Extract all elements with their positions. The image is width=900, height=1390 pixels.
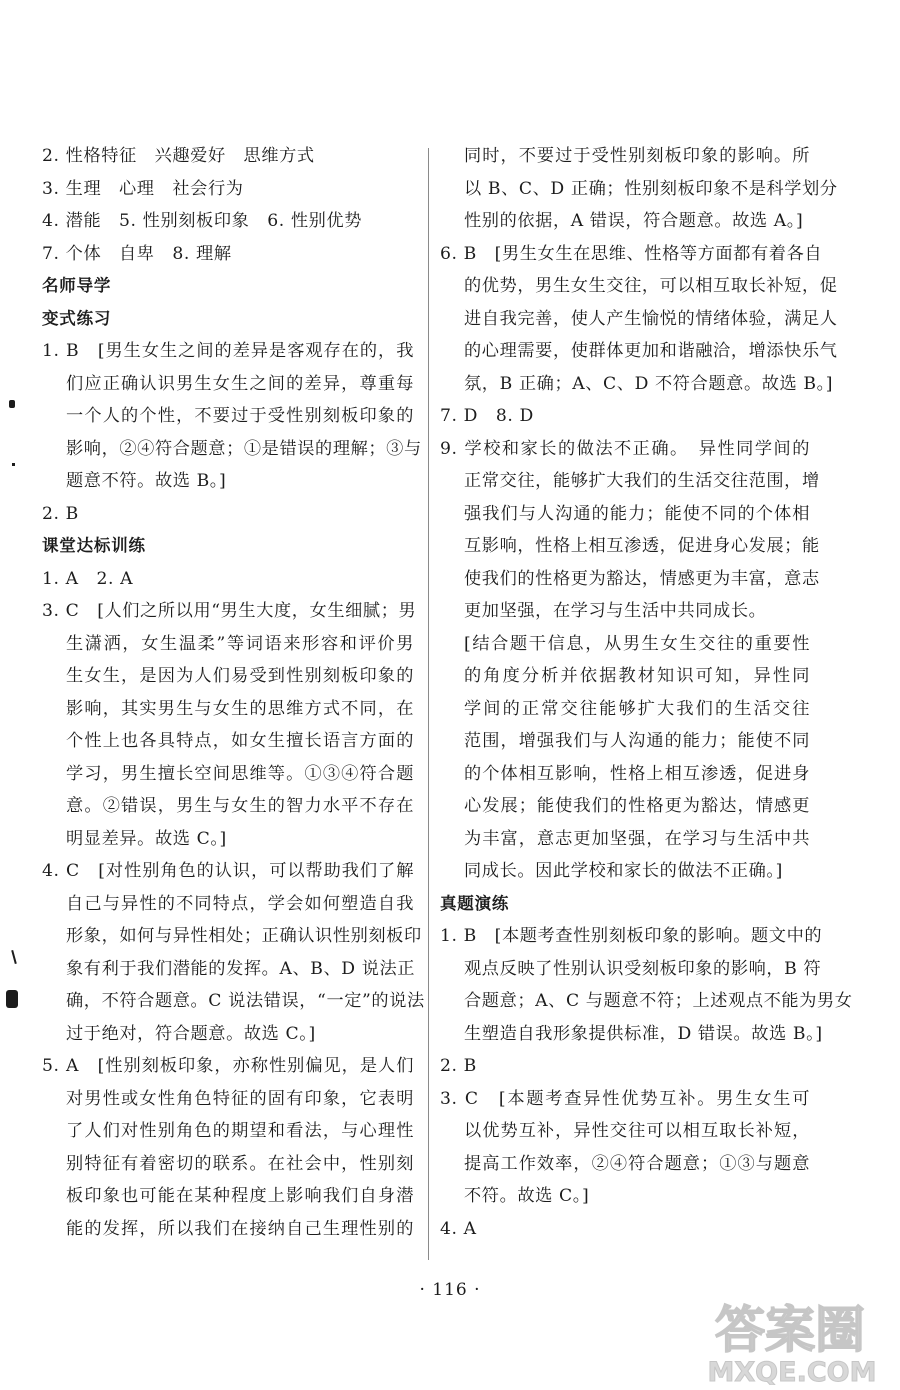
answer-line: 正常交往，能够扩大我们的生活交往范围，增 — [464, 471, 820, 491]
scan-mark — [11, 950, 17, 964]
answer-line: 9. 学校和家长的做法不正确。 异性同学间的 — [440, 438, 810, 459]
answer-line: 影响，其实男生与女生的思维方式不同，在 — [66, 698, 414, 719]
answer-line: 心发展；能使我们的性格更为豁达，情感更 — [464, 796, 810, 816]
answer-line: 观点反映了性别认识受刻板印象的影响，B 符 — [464, 958, 822, 979]
answer-line: 的心理需要，使群体更加和谐融洽，增添快乐气 — [464, 341, 838, 361]
answer-line: 3. C [人们之所以用“男生大度，女生细腻；男 — [42, 601, 417, 621]
watermark-logo — [690, 1295, 895, 1385]
answer-line: 提高工作效率，②④符合题意；①③与题意 — [464, 1153, 810, 1174]
answer-line: 以优势互补，异性交往可以相互取长补短， — [464, 1121, 810, 1141]
answer-line: 同成长。因此学校和家长的做法不正确。] — [464, 861, 783, 881]
left-column — [42, 140, 425, 1245]
answer-line: 对男性或女性角色特征的固有印象，它表明 — [66, 1088, 414, 1109]
answer-line: 形象，如何与异性相处；正确认识性别刻板印 — [66, 926, 422, 946]
answer-line: 题意不符。故选 B。] — [66, 471, 227, 491]
column-divider — [428, 148, 429, 1260]
answer-line: 2. B — [42, 503, 79, 524]
answer-line: 互影响，性格上相互渗透，促进身心发展；能 — [464, 536, 820, 556]
answer-line: 意。②错误，男生与女生的智力水平不存在 — [66, 796, 414, 816]
answer-line: 明显差异。故选 C。] — [66, 828, 227, 849]
answer-line: 板印象也可能在某种程度上影响我们自身潜 — [66, 1186, 414, 1206]
answer-line: 自己与异性的不同特点，学会如何塑造自我 — [66, 893, 414, 914]
answer-line: 氛，B 正确；A、C、D 不符合题意。故选 B。] — [464, 373, 834, 394]
page-number: · 116 · — [419, 1280, 481, 1300]
answer-line: 同时，不要过于受性别刻板印象的影响。所 — [464, 146, 810, 166]
answer-line: 过于绝对，符合题意。故选 C。] — [66, 1023, 316, 1044]
answer-line: 2. 性格特征 兴趣爱好 思维方式 — [42, 146, 315, 166]
scan-mark — [6, 990, 18, 1008]
section-heading: 名师导学 — [42, 276, 112, 295]
answer-line: 合题意；A、C 与题意不符；上述观点不能为男女 — [464, 991, 853, 1011]
answer-line: 4. C [对性别角色的认识，可以帮助我们了解 — [42, 861, 414, 881]
answer-line: 影响，②④符合题意；①是错误的理解；③与 — [66, 438, 422, 459]
answer-line: 学习，男生擅长空间思维等。①③④符合题 — [66, 763, 414, 784]
answer-line: 更加坚强，在学习与生活中共同成长。 — [464, 601, 767, 621]
watermark-title: 答案圈 — [715, 1301, 865, 1359]
answer-line: 象有利于我们潜能的发挥。A、B、D 说法正 — [66, 958, 416, 979]
answer-line: 别特征有着密切的联系。在社会中，性别刻 — [66, 1153, 414, 1174]
answer-line: 1. A 2. A — [42, 568, 134, 589]
answer-line: 学间的正常交往能够扩大我们的生活交往 — [464, 698, 810, 719]
answer-line: 生女生，是因为人们易受到性别刻板印象的 — [66, 666, 414, 686]
answer-line: 4. 潜能 5. 性别刻板印象 6. 性别优势 — [42, 211, 363, 231]
answer-line: 3. 生理 心理 社会行为 — [42, 178, 244, 199]
answer-line: 1. B [本题考查性别刻板印象的影响。题文中的 — [440, 926, 823, 946]
scan-mark — [9, 400, 15, 408]
section-heading: 真题演练 — [440, 893, 510, 913]
answer-line: 能的发挥，所以我们在接纳自己生理性别的 — [66, 1218, 414, 1239]
answer-line: 使我们的性格更为豁达，情感更为丰富，意志 — [464, 568, 820, 589]
answer-line: [结合题干信息，从男生女生交往的重要性 — [464, 633, 810, 654]
answer-line: 确，不符合题意。C 说法错误，“一定”的说法 — [66, 991, 425, 1011]
answer-line: 的个体相互影响，性格上相互渗透，促进身 — [464, 763, 810, 784]
section-heading: 课堂达标训练 — [42, 536, 146, 555]
answer-line: 的角度分析并依据教材知识可知，异性同 — [464, 666, 810, 686]
right-column — [440, 140, 853, 1245]
answer-line: 性别的依据，A 错误，符合题意。故选 A。] — [464, 211, 804, 231]
answer-line: 进自我完善，使人产生愉悦的情绪体验，满足人 — [464, 308, 838, 329]
scan-mark — [12, 463, 15, 466]
answer-line: 3. C [本题考查异性优势互补。男生女生可 — [440, 1088, 810, 1109]
answer-line: 个性上也各具特点，如女生擅长语言方面的 — [66, 731, 414, 751]
answer-line: 6. B [男生女生在思维、性格等方面都有着各自 — [440, 243, 823, 264]
section-heading: 变式练习 — [42, 308, 112, 328]
answer-line: 生潇洒，女生温柔”等词语来形容和评价男 — [66, 633, 414, 654]
answer-line: 5. A [性别刻板印象，亦称性别偏见，是人们 — [42, 1056, 414, 1076]
watermark-url: MXQE.COM — [707, 1357, 877, 1385]
answer-line: 生塑造自我形象提供标准，D 错误。故选 B。] — [464, 1023, 823, 1044]
answer-line: 1. B [男生女生之间的差异是客观存在的，我 — [42, 341, 414, 361]
answer-line: 的优势，男生女生交往，可以相互取长补短，促 — [464, 276, 838, 296]
answer-line: 4. A — [440, 1218, 477, 1239]
answer-line: 2. B — [440, 1056, 477, 1076]
answer-line: 们应正确认识男生女生之间的差异，尊重每 — [66, 373, 414, 394]
answer-line: 7. 个体 自卑 8. 理解 — [42, 243, 232, 264]
answer-line: 以 B、C、D 正确；性别刻板印象不是科学划分 — [464, 178, 838, 199]
answer-line: 强我们与人沟通的能力；能使不同的个体相 — [464, 503, 810, 524]
answer-line: 7. D 8. D — [440, 406, 534, 426]
answer-line: 为丰富，意志更加坚强，在学习与生活中共 — [464, 828, 810, 849]
answer-line: 一个人的个性，不要过于受性别刻板印象的 — [66, 406, 414, 426]
answer-line: 不符。故选 C。] — [464, 1186, 590, 1206]
answer-line: 了人们对性别角色的期望和看法，与心理性 — [66, 1121, 414, 1141]
answer-line: 范围，增强我们与人沟通的能力；能使不同 — [464, 731, 810, 751]
